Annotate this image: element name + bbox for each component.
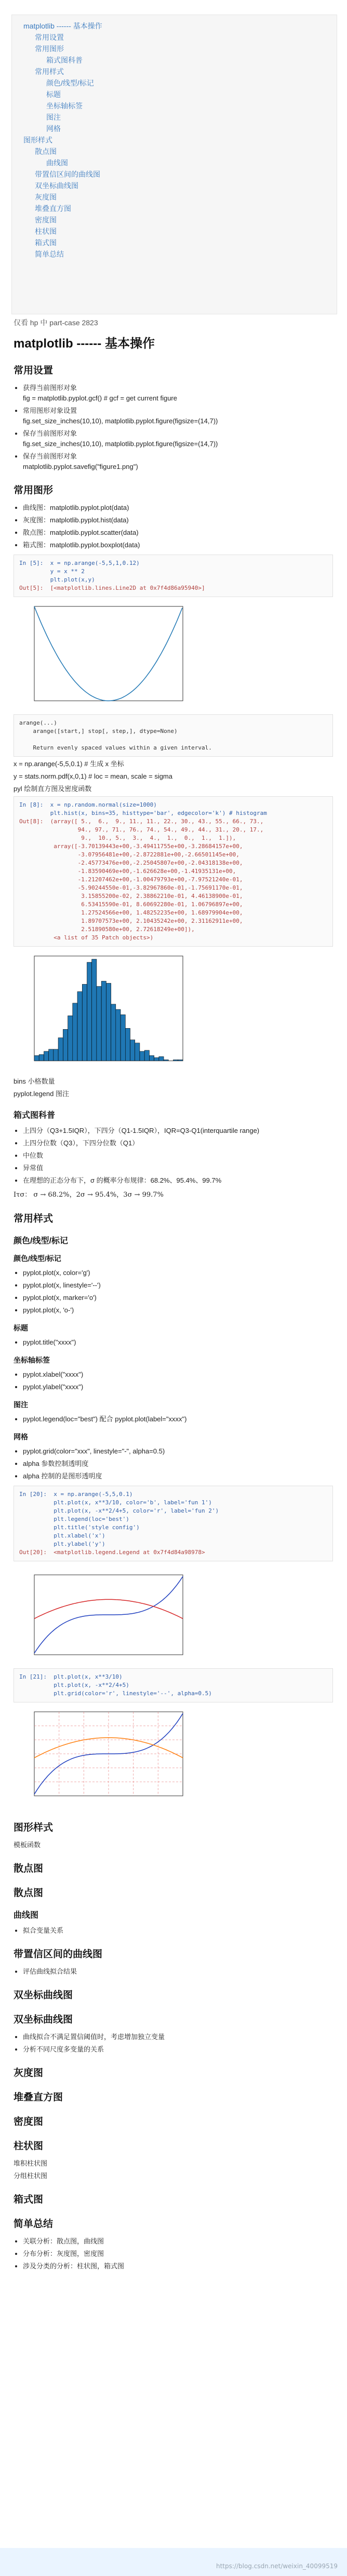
code3-output: Out[20]: <matplotlib.legend.Legend at 0x7f4d84a98978> [19, 1549, 205, 1556]
histogram-bar [178, 1060, 183, 1061]
code2-output: Out[8]: (array([ 5., 6., 9., 11., 11., 22., 30., 43., 55., 66., 73., 94., 97., 71., 76., 74., 54., 49., 44., 31., 20., 17., 9., 10., 5., 3., 4., 1., 0., 1., 1.]), array([-3.70139443e+00,-3.49411755e+00,-3.28684157e+00, -3.07956481e+00,-2.8722881e+00,-2.66501145e+00, -2.45773476e+00,-2.25045807e+00,-2.04318138e+00, -1.83590469e+00,-1.626628e+00,-1.41935131e+00, -1.21207462e+00,-1.00479793e+00,-7.97521240e-01, -5.90244550e-01,-3.82967860e-01,-1.75691170e-01, 3.15855200e-02, 2.38862210e-01, 4.46138900e-01, 6.53415590e-01, 8.60692280e-01, 1.06796897e+00, 1.27524566e+00, 1.48252235e+00, 1.68979904e+00, 1.89707573e+00, 2.10435242e+00, 2.31162911e+00, 2.51890580e+00, 2.72618249e+00]), <a list of 35 Patch objects>) [19, 818, 264, 941]
grid-list [23, 1446, 333, 1481]
code-cell-1 [14, 555, 333, 597]
histogram-bar [106, 984, 111, 1061]
histogram-bar [63, 1029, 68, 1061]
list-item: • 曲线图：matplotlib.pyplot.plot(data) [23, 503, 333, 513]
grid-plot [14, 1706, 190, 1809]
heading-title: 标题 [14, 1324, 28, 1332]
list-item: • 保存当前图形对象 fig.set_size_inches(10,10), matplotlib.pyplot.figure(figsize=(14,7)) [23, 428, 333, 449]
list-item: • pyplot.plot(x, marker='o') [23, 1293, 333, 1303]
toc-list [12, 15, 337, 260]
dual-list [23, 2032, 333, 2055]
heading-graph-styles: 图形样式 [14, 1822, 54, 1833]
histogram-bar [101, 981, 106, 1061]
list-item: • 常用图形对象设置 fig.set_size_inches(10,10), matplotlib.pyplot.figure(figsize=(14,7)) [23, 406, 333, 426]
footer-bar [0, 2548, 347, 2576]
box-list [23, 1126, 333, 1186]
list-item: • 分布分析：灰度图，密度图 [23, 2249, 333, 2259]
heading-scatter: 散点图 [14, 1863, 44, 1874]
histogram-bar [34, 1056, 39, 1061]
list-item: • pyplot.grid(color="xxx", linestyle="-", alpha=0.5) [23, 1446, 333, 1457]
style-note: 模板函数 [14, 1841, 41, 1849]
histogram-bar [49, 1049, 54, 1061]
toc-link[interactable]: 标题 [46, 90, 61, 99]
histogram-bar [140, 1051, 144, 1061]
parabola-plot [14, 600, 190, 714]
toc-link[interactable]: 坐标轴标签 [46, 102, 83, 110]
toc-link[interactable]: 曲线图 [46, 159, 68, 167]
table-of-contents [11, 15, 337, 314]
toc-link[interactable]: 密度图 [35, 216, 57, 224]
list-item: • 拟合变量关系 [23, 1926, 333, 1936]
legend-list [23, 1414, 333, 1424]
histogram-bar [111, 1004, 116, 1061]
list-item: • 中位数 [23, 1151, 333, 1161]
list-item: • 涉及分类的分析：柱状图，箱式图 [23, 2261, 333, 2272]
list-item: • 上四分位数（Q3），下四分位数（Q1） [23, 1138, 333, 1148]
toc-link[interactable]: 堆叠直方图 [35, 204, 71, 213]
list-item: • pyplot.xlabel("xxxx") [23, 1369, 333, 1380]
heading-axis: 坐标轴标签 [14, 1356, 50, 1364]
histogram-bar [77, 992, 82, 1061]
code-cell-3 [14, 1486, 333, 1561]
heading-boxplot: 箱式图 [14, 2194, 44, 2205]
list-item: • pyplot.plot(x, color='g') [23, 1268, 333, 1278]
toc-link[interactable]: matplotlib ------ 基本操作 [23, 22, 102, 30]
list-item: • 曲线拟合不满足置信阈值时，考虑增加独立变量 [23, 2032, 333, 2042]
list-item: • 异常值 [23, 1163, 333, 1173]
axis-list [23, 1369, 333, 1392]
heading-graphs: 常用图形 [14, 485, 54, 496]
footer-url: https://blog.csdn.net/weixin_40099519 [216, 2563, 338, 2570]
list-item: • pyplot.plot(x, linestyle='--') [23, 1280, 333, 1291]
toc-link[interactable]: 常用图形 [35, 45, 64, 53]
code-line-x: x = np.arange(-5,5,0.1) # 生成 x 坐标 [14, 760, 124, 768]
bins-label: bins 小格数量 [14, 1077, 55, 1085]
list-item: • 评估曲线拟合结果 [23, 1966, 333, 1977]
legend-label: pyplot.legend 图注 [14, 1090, 69, 1098]
toc-link[interactable]: 散点图 [35, 147, 57, 156]
heading-settings: 常用设置 [14, 365, 54, 376]
list-item: • 箱式图：matplotlib.pyplot.boxplot(data) [23, 540, 333, 550]
list-item: • alpha 参数控制透明度 [23, 1459, 333, 1469]
toc-link[interactable]: 灰度图 [35, 193, 57, 201]
list-item: • 上四分（Q3+1.5IQR），下四分（Q1-1.5IQR），IQR=Q3-Q1(interquartile range) [23, 1126, 333, 1136]
toc-link[interactable]: 简单总结 [35, 250, 64, 258]
histogram-bar [39, 1055, 44, 1061]
histogram-bar [144, 1050, 149, 1061]
style-config-plot [14, 1564, 190, 1668]
histogram-bar [149, 1056, 154, 1061]
plot-frame [34, 606, 183, 701]
list-item: • 关联分析：散点图，曲线图 [23, 2236, 333, 2247]
list-item: • pyplot.plot(x, 'o-') [23, 1305, 333, 1315]
sigma-line: Ιτσ： σ → 68.2%，2σ → 95.4%，3σ → 99.7% [14, 1191, 164, 1199]
summary-list [23, 2236, 333, 2272]
toc-link[interactable]: 常用设置 [35, 33, 64, 41]
toc-link[interactable]: 双坐标曲线图 [35, 182, 78, 190]
histogram-bar [68, 1016, 73, 1061]
heading-color-2: 颜色/线型/标记 [14, 1254, 61, 1263]
list-item: • pyplot.title("xxxx") [23, 1337, 333, 1348]
color-list [23, 1268, 333, 1315]
heading-summary: 简单总结 [14, 2219, 54, 2229]
histogram-bar [92, 959, 97, 1061]
heading-gray: 灰度图 [14, 2068, 44, 2079]
toc-link[interactable]: 箱式图 [35, 239, 57, 247]
heading-color: 颜色/线型/标记 [14, 1237, 68, 1245]
histogram-bar [159, 1057, 164, 1061]
histogram-bar [82, 985, 87, 1061]
code-cell-4 [14, 1668, 333, 1702]
code1-input: In [5]: x = np.arange(-5,5,1,0.12) y = x ** 2 plt.plot(x,y) [19, 560, 140, 583]
list-item: • 保存当前图形对象 matplotlib.pyplot.savefig("figure1.png") [23, 451, 333, 472]
histogram-bar [54, 1049, 58, 1061]
settings-list [23, 383, 333, 472]
heading-conf: 带置信区间的曲线图 [14, 1949, 103, 1960]
code2-input: In [8]: x = np.random.normal(size=1000) plt.hist(x, bins=35, histtype='bar', edgecolor='k') # histogram [19, 801, 267, 816]
heading-grid: 网格 [14, 1433, 28, 1441]
toc-link[interactable]: 网格 [46, 124, 61, 133]
histogram-bar [154, 1058, 159, 1061]
code1-output: Out[5]: [<matplotlib.lines.Line2D at 0x7f4d86a95940>] [19, 585, 205, 591]
code3-input: In [20]: x = np.arange(-5,5,0.1) plt.plot(x, x**3/10, color='b', label='fun 1') plt.plot(x, -x**2/4+5, color='r', label='fun 2') plt.legend(loc='best') plt.title('style config') plt.xlabel('x') plt.ylabel('y') [19, 1491, 219, 1547]
list-item: • 散点图：matplotlib.pyplot.scatter(data) [23, 528, 333, 538]
list-item: • alpha 控制的是图形透明度 [23, 1471, 333, 1481]
article-body [14, 317, 333, 2276]
list-item: • 获得当前图形对象 fig = matplotlib.pyplot.gcf() # gcf = get current figure [23, 383, 333, 404]
histogram-bar [174, 1060, 178, 1061]
histogram-bar [125, 1028, 130, 1061]
histogram-bar [58, 1038, 63, 1061]
toc-link[interactable]: 带置信区间的曲线图 [35, 170, 100, 178]
histogram-bar [116, 1009, 121, 1061]
code-cell-2 [14, 796, 333, 947]
histogram-bar [44, 1051, 49, 1061]
toc-link[interactable]: 柱状图 [35, 227, 57, 236]
toc-link[interactable]: 颜色/线型/标记 [46, 79, 94, 87]
code4-input: In [21]: plt.plot(x, x**3/10) plt.plot(x, -x**2/4+5) plt.grid(color='r', linestyle='--', alpha=0.5) [19, 1673, 212, 1697]
histogram-bar [164, 1060, 168, 1061]
heading-styles: 常用样式 [14, 1213, 54, 1224]
list-item: • 在理想的正态分布下，σ 的概率分布规律：68.2%、95.4%、99.7% [23, 1175, 333, 1186]
toc-link[interactable]: 常用样式 [35, 67, 64, 76]
toc-link[interactable]: 箱式图科普 [46, 56, 83, 64]
bar-note-1: 堆积柱状图 [14, 2159, 48, 2167]
toc-link[interactable]: 图形样式 [23, 136, 52, 144]
code-line-y: y = stats.norm.pdf(x,0,1) # loc = mean, scale = sigma [14, 772, 172, 780]
list-item: • pyplot.ylabel("xxxx") [23, 1382, 333, 1392]
histogram-bar [121, 1015, 125, 1061]
heading-box: 箱式图科普 [14, 1111, 56, 1120]
heading-legend: 图注 [14, 1401, 28, 1409]
histogram-bar [135, 1043, 140, 1061]
graphs-list [23, 503, 333, 550]
list-item: • 灰度图：matplotlib.pyplot.hist(data) [23, 515, 333, 525]
title-list [23, 1337, 333, 1348]
histogram-bar [87, 962, 92, 1061]
heading-density: 密度图 [14, 2116, 44, 2127]
histogram-bar [97, 987, 101, 1061]
conf-list [23, 1966, 333, 1977]
bar-note-2: 分组柱状图 [14, 2172, 48, 2180]
heading-bar: 柱状图 [14, 2141, 44, 2152]
histogram-plot [14, 950, 190, 1074]
list-item: • pyplot.legend(loc="best") 配合 pyplot.plot(label="xxxx") [23, 1414, 333, 1424]
heading-dual-2: 双坐标曲线图 [14, 2014, 73, 2025]
list-item: • 分析不同尺度多变量的关系 [23, 2044, 333, 2055]
curve-list [23, 1926, 333, 1936]
histogram-bar [130, 1040, 135, 1061]
heading-scatter-2: 散点图 [14, 1888, 44, 1899]
histogram-bar [73, 1003, 77, 1061]
page-note: 仅看 hp 中 part-case 2823 [14, 318, 98, 327]
heading-stack: 堆叠直方图 [14, 2092, 63, 2103]
article-title: matplotlib ------ 基本操作 [14, 337, 155, 351]
code-line-z: pyl 绘制直方图及密度函数 [14, 785, 92, 793]
toc-link[interactable]: 图注 [46, 113, 61, 121]
code-doc-1: arange(...) arange([start,] stop[, step,], dtype=None) Return evenly spaced values within a given interval. [14, 714, 333, 757]
heading-dual: 双坐标曲线图 [14, 1990, 73, 2001]
heading-curve: 曲线图 [14, 1911, 39, 1920]
